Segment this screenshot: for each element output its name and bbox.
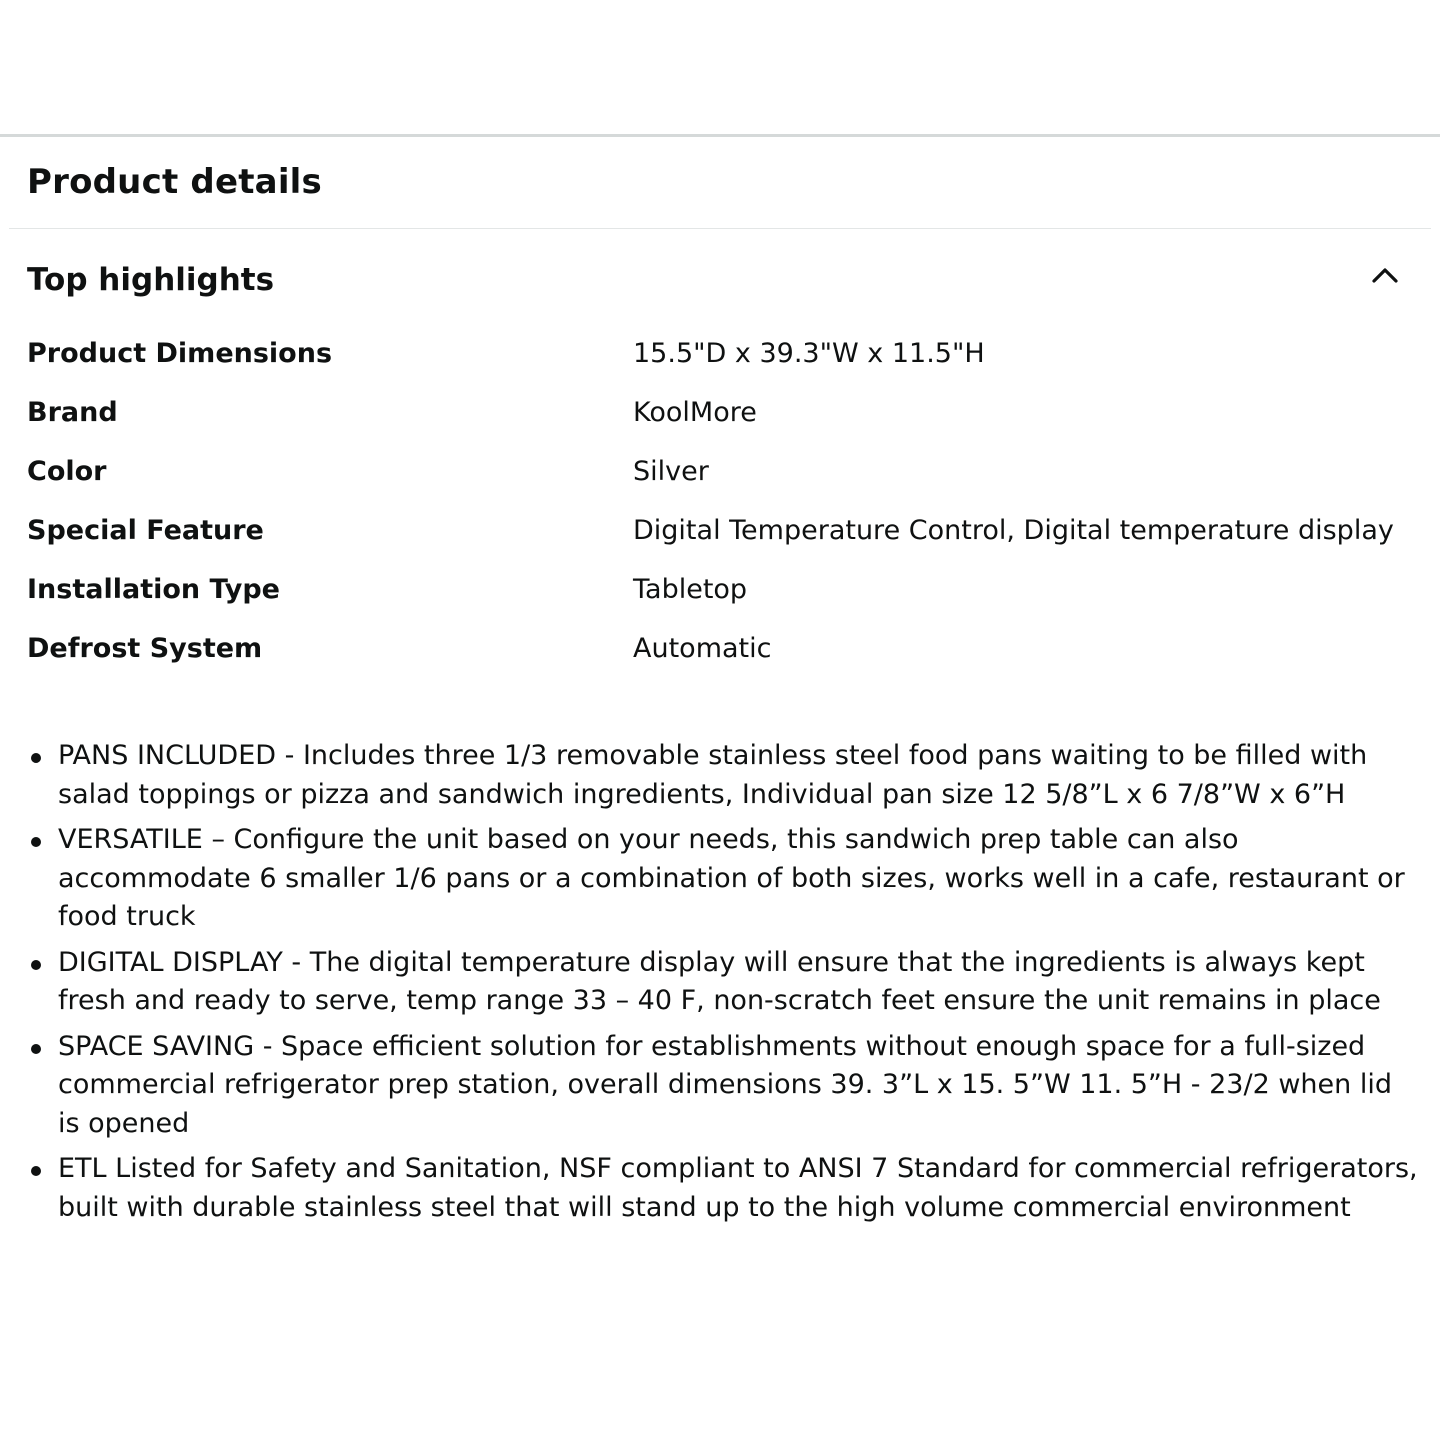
detail-value: Automatic bbox=[633, 633, 772, 664]
top-divider bbox=[0, 134, 1440, 137]
detail-row bbox=[27, 511, 1417, 570]
detail-row bbox=[27, 334, 1417, 393]
detail-row bbox=[27, 570, 1417, 629]
detail-row bbox=[27, 452, 1417, 511]
detail-value: 15.5"D x 39.3"W x 11.5"H bbox=[633, 338, 985, 369]
chevron-up-icon[interactable] bbox=[1368, 260, 1402, 290]
detail-label: Special Feature bbox=[27, 515, 264, 546]
detail-value: Silver bbox=[633, 456, 709, 487]
detail-value: KoolMore bbox=[633, 397, 757, 428]
detail-label: Brand bbox=[27, 397, 118, 428]
feature-bullet-text: PANS INCLUDED - Includes three 1/3 removable stainless steel food pans waiting to be filled with salad toppings or pizza and sandwich ingredients, Individual pan size 12 5/8”L x 6 7/8”W x 6”H bbox=[58, 740, 1368, 810]
feature-bullet-text: DIGITAL DISPLAY - The digital temperature display will ensure that the ingredients is always kept fresh and ready to serve, temp range 33 – 40 F, non-scratch feet ensure the unit remains in place bbox=[58, 946, 1381, 1016]
product-details-table bbox=[27, 334, 1417, 688]
detail-row bbox=[27, 629, 1417, 688]
detail-label: Product Dimensions bbox=[27, 338, 333, 369]
feature-bullet bbox=[0, 1150, 1420, 1227]
detail-row bbox=[27, 393, 1417, 452]
detail-label: Installation Type bbox=[27, 574, 280, 605]
detail-label: Defrost System bbox=[27, 633, 263, 664]
feature-bullet-text: SPACE SAVING - Space efficient solution for establishments without enough space for a full-sized commercial refrigerator prep station, overall dimensions 39. 3”L x 15. 5”W 11. 5”H - 23/2 when lid is opened bbox=[58, 1030, 1392, 1139]
bullet-dot-icon bbox=[31, 960, 41, 970]
feature-bullet bbox=[0, 737, 1420, 814]
expander-title: Top highlights bbox=[27, 262, 275, 298]
feature-bullet bbox=[0, 1028, 1420, 1144]
detail-value: Tabletop bbox=[633, 574, 748, 605]
detail-label: Color bbox=[27, 456, 107, 487]
feature-bullet-text: VERSATILE – Configure the unit based on your needs, this sandwich prep table can also accommodate 6 smaller 1/6 pans or a combination of both sizes, works well in a cafe, restaurant or food truck bbox=[58, 824, 1405, 932]
bullet-dot-icon bbox=[31, 1044, 41, 1054]
feature-bullet bbox=[0, 821, 1420, 937]
bullet-dot-icon bbox=[31, 1166, 41, 1176]
section-divider bbox=[9, 228, 1431, 229]
feature-bullet-text: ETL Listed for Safety and Sanitation, NSF compliant to ANSI 7 Standard for commercial refrigerators, built with durable stainless steel that will stand up to the high volume commercial environment bbox=[58, 1153, 1418, 1223]
bullet-dot-icon bbox=[31, 837, 41, 847]
section-title: Product details bbox=[27, 162, 322, 202]
feature-bullet bbox=[0, 944, 1420, 1021]
detail-value: Digital Temperature Control, Digital temperature display bbox=[633, 515, 1394, 546]
feature-bullet-list bbox=[0, 737, 1420, 1234]
top-highlights-expander[interactable] bbox=[0, 248, 1440, 312]
bullet-dot-icon bbox=[31, 753, 41, 763]
